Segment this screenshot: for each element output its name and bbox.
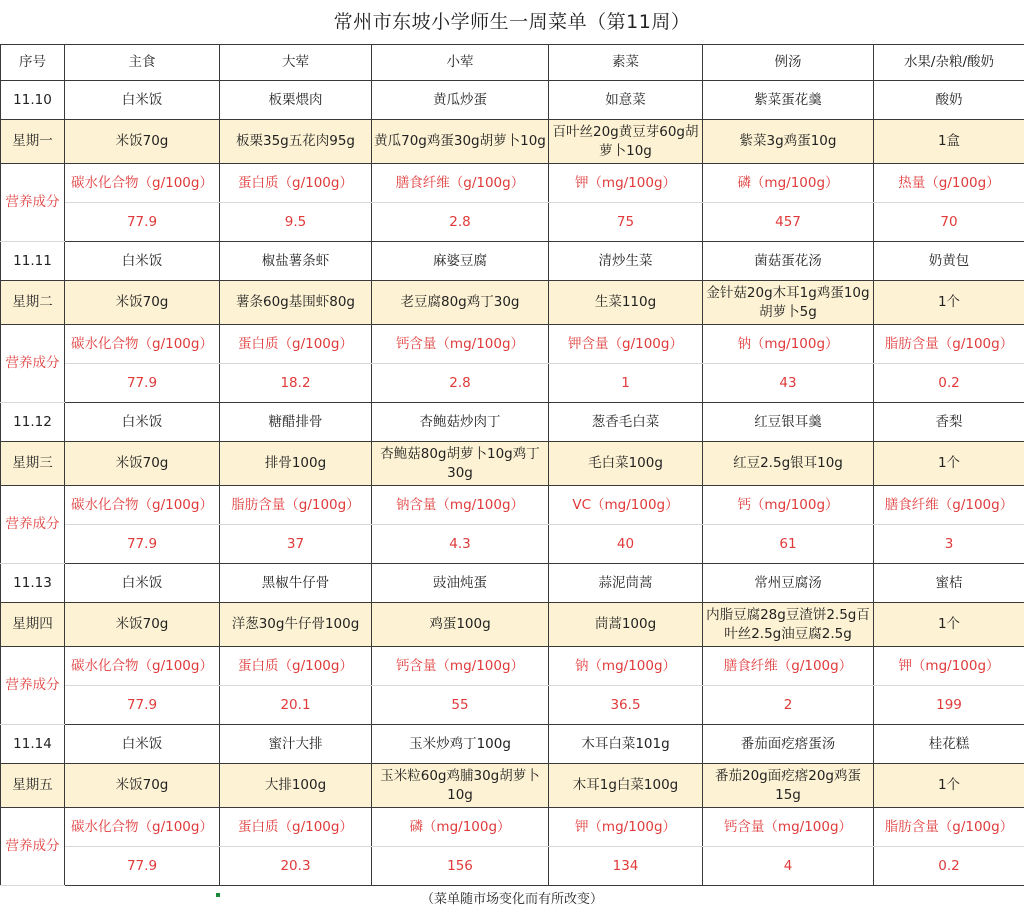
dish-row <box>1 725 1024 764</box>
column-header: 素菜 <box>549 45 703 81</box>
dish-name: 红豆银耳羹 <box>703 403 874 442</box>
ingredient-row <box>1 764 1024 808</box>
ingredient-amount: 金针菇20g木耳1g鸡蛋10g胡萝卜5g <box>703 281 874 325</box>
ingredient-amount: 黄瓜70g鸡蛋30g胡萝卜10g <box>372 120 549 164</box>
dish-name: 糖醋排骨 <box>220 403 372 442</box>
dish-name: 椒盐薯条虾 <box>220 242 372 281</box>
nutrient-value: 20.1 <box>220 686 372 725</box>
dish-name: 如意菜 <box>549 81 703 120</box>
nutrient-value: 36.5 <box>549 686 703 725</box>
nutrient-value: 77.9 <box>65 364 220 403</box>
nutrient-value: 43 <box>703 364 874 403</box>
column-header: 大荤 <box>220 45 372 81</box>
dish-row <box>1 81 1024 120</box>
nutrient-name: 钠（mg/100g） <box>549 647 703 686</box>
ingredient-amount: 茼蒿100g <box>549 603 703 647</box>
ingredient-amount: 毛白菜100g <box>549 442 703 486</box>
nutrient-name: 蛋白质（g/100g） <box>220 808 372 847</box>
nutrient-value: 55 <box>372 686 549 725</box>
nutrient-name: 蛋白质（g/100g） <box>220 647 372 686</box>
dish-name: 白米饭 <box>65 564 220 603</box>
ingredient-amount: 内脂豆腐28g豆渣饼2.5g百叶丝2.5g油豆腐2.5g <box>703 603 874 647</box>
ingredient-amount: 杏鲍菇80g胡萝卜10g鸡丁30g <box>372 442 549 486</box>
nutrient-name: 蛋白质（g/100g） <box>220 325 372 364</box>
nutrition-label: 营养成分 <box>1 647 65 725</box>
ingredient-row <box>1 603 1024 647</box>
ingredient-amount: 洋葱30g牛仔骨100g <box>220 603 372 647</box>
nutrient-value: 4 <box>703 847 874 886</box>
dish-name: 木耳白菜101g <box>549 725 703 764</box>
nutrition-label: 营养成分 <box>1 808 65 886</box>
ingredient-amount: 1个 <box>874 603 1024 647</box>
dish-name: 白米饭 <box>65 403 220 442</box>
page-title: 常州市东坡小学师生一周菜单（第11周） <box>333 11 691 33</box>
ingredient-row <box>1 281 1024 325</box>
nutrient-name: 钙（mg/100g） <box>703 486 874 525</box>
nutrient-value: 2 <box>703 686 874 725</box>
nutrient-name: 钾（mg/100g） <box>549 808 703 847</box>
weekday-cell: 星期五 <box>1 764 65 808</box>
nutrient-name: 脂肪含量（g/100g） <box>220 486 372 525</box>
nutrient-name: 磷（mg/100g） <box>703 164 874 203</box>
nutrient-value: 156 <box>372 847 549 886</box>
dish-name: 麻婆豆腐 <box>372 242 549 281</box>
ingredient-amount: 米饭70g <box>65 442 220 486</box>
nutrition-label: 营养成分 <box>1 486 65 564</box>
dish-row <box>1 564 1024 603</box>
dish-name: 番茄面疙瘩蛋汤 <box>703 725 874 764</box>
nutrient-value: 0.2 <box>874 847 1024 886</box>
nutrient-name: 钙含量（mg/100g） <box>703 808 874 847</box>
dish-name: 酸奶 <box>874 81 1024 120</box>
nutrient-name: 碳水化合物（g/100g） <box>65 647 220 686</box>
date-cell: 11.10 <box>1 81 65 120</box>
nutrient-name: 钾含量（g/100g） <box>549 325 703 364</box>
ingredient-amount: 生菜110g <box>549 281 703 325</box>
dish-name: 葱香毛白菜 <box>549 403 703 442</box>
weekly-menu-table <box>0 44 1024 886</box>
dish-name: 桂花糕 <box>874 725 1024 764</box>
ingredient-amount: 米饭70g <box>65 603 220 647</box>
dish-name: 白米饭 <box>65 725 220 764</box>
nutrient-value: 9.5 <box>220 203 372 242</box>
dish-name: 蜜汁大排 <box>220 725 372 764</box>
ingredient-amount: 米饭70g <box>65 120 220 164</box>
nutrient-name: 脂肪含量（g/100g） <box>874 325 1024 364</box>
nutrition-label: 营养成分 <box>1 164 65 242</box>
nutrient-name: 钙含量（mg/100g） <box>372 647 549 686</box>
weekday-cell: 星期二 <box>1 281 65 325</box>
nutrient-value: 61 <box>703 525 874 564</box>
nutrient-value: 70 <box>874 203 1024 242</box>
nutrient-value: 0.2 <box>874 364 1024 403</box>
nutrient-value: 2.8 <box>372 364 549 403</box>
ingredient-amount: 排骨100g <box>220 442 372 486</box>
ingredient-row <box>1 120 1024 164</box>
nutrient-name: 蛋白质（g/100g） <box>220 164 372 203</box>
nutrient-value: 77.9 <box>65 203 220 242</box>
nutrient-name: 钾（mg/100g） <box>874 647 1024 686</box>
nutrient-name: 膳食纤维（g/100g） <box>372 164 549 203</box>
date-cell: 11.11 <box>1 242 65 281</box>
nutrient-name: 膳食纤维（g/100g） <box>874 486 1024 525</box>
nutrient-name-row <box>1 325 1024 364</box>
dish-name: 蒜泥茼蒿 <box>549 564 703 603</box>
dish-name: 白米饭 <box>65 81 220 120</box>
nutrient-value: 20.3 <box>220 847 372 886</box>
nutrient-value: 77.9 <box>65 847 220 886</box>
nutrient-name: 钠（mg/100g） <box>703 325 874 364</box>
nutrient-value: 2.8 <box>372 203 549 242</box>
date-cell: 11.13 <box>1 564 65 603</box>
dish-row <box>1 403 1024 442</box>
ingredient-amount: 大排100g <box>220 764 372 808</box>
ingredient-amount: 板栗35g五花肉95g <box>220 120 372 164</box>
nutrient-name: 碳水化合物（g/100g） <box>65 325 220 364</box>
nutrient-value-row <box>1 847 1024 886</box>
nutrient-name-row <box>1 647 1024 686</box>
ingredient-amount: 玉米粒60g鸡脯30g胡萝卜10g <box>372 764 549 808</box>
dish-name: 杏鲍菇炒肉丁 <box>372 403 549 442</box>
column-header: 主食 <box>65 45 220 81</box>
dish-name: 板栗煨肉 <box>220 81 372 120</box>
nutrient-name: 碳水化合物（g/100g） <box>65 486 220 525</box>
ingredient-amount: 番茄20g面疙瘩20g鸡蛋15g <box>703 764 874 808</box>
nutrient-value: 18.2 <box>220 364 372 403</box>
ingredient-amount: 1个 <box>874 442 1024 486</box>
ingredient-amount: 1个 <box>874 281 1024 325</box>
nutrient-name: 钙含量（mg/100g） <box>372 325 549 364</box>
column-header: 例汤 <box>703 45 874 81</box>
ingredient-amount: 1个 <box>874 764 1024 808</box>
nutrient-value-row <box>1 364 1024 403</box>
footer-note: （菜单随市场变化而有所改变） <box>420 892 603 907</box>
nutrient-name: 磷（mg/100g） <box>372 808 549 847</box>
ingredient-amount: 老豆腐80g鸡丁30g <box>372 281 549 325</box>
column-header: 序号 <box>1 45 65 81</box>
nutrient-name: 脂肪含量（g/100g） <box>874 808 1024 847</box>
nutrient-name-row <box>1 486 1024 525</box>
nutrient-value: 40 <box>549 525 703 564</box>
dish-name: 紫菜蛋花羹 <box>703 81 874 120</box>
dish-name: 蜜桔 <box>874 564 1024 603</box>
ingredient-amount: 米饭70g <box>65 764 220 808</box>
dish-name: 常州豆腐汤 <box>703 564 874 603</box>
ingredient-amount: 红豆2.5g银耳10g <box>703 442 874 486</box>
nutrient-value: 134 <box>549 847 703 886</box>
nutrient-value-row <box>1 203 1024 242</box>
nutrient-name: 热量（g/100g） <box>874 164 1024 203</box>
nutrient-value: 77.9 <box>65 525 220 564</box>
nutrient-name: 钠含量（mg/100g） <box>372 486 549 525</box>
nutrient-value: 199 <box>874 686 1024 725</box>
nutrient-name: VC（mg/100g） <box>549 486 703 525</box>
date-cell: 11.12 <box>1 403 65 442</box>
nutrient-value: 4.3 <box>372 525 549 564</box>
nutrient-name: 碳水化合物（g/100g） <box>65 808 220 847</box>
dish-name: 黑椒牛仔骨 <box>220 564 372 603</box>
ingredient-amount: 1盒 <box>874 120 1024 164</box>
nutrient-name-row <box>1 164 1024 203</box>
dish-name: 黄瓜炒蛋 <box>372 81 549 120</box>
nutrient-value: 77.9 <box>65 686 220 725</box>
nutrient-value: 75 <box>549 203 703 242</box>
header-row <box>1 45 1024 81</box>
ingredient-amount: 紫菜3g鸡蛋10g <box>703 120 874 164</box>
dish-name: 白米饭 <box>65 242 220 281</box>
nutrition-label: 营养成分 <box>1 325 65 403</box>
weekday-cell: 星期一 <box>1 120 65 164</box>
dish-name: 奶黄包 <box>874 242 1024 281</box>
dish-name: 清炒生菜 <box>549 242 703 281</box>
nutrient-value-row <box>1 686 1024 725</box>
column-header: 水果/杂粮/酸奶 <box>874 45 1024 81</box>
dish-name: 菌菇蛋花汤 <box>703 242 874 281</box>
ingredient-amount: 米饭70g <box>65 281 220 325</box>
dish-name: 豉油炖蛋 <box>372 564 549 603</box>
nutrient-value: 37 <box>220 525 372 564</box>
weekday-cell: 星期四 <box>1 603 65 647</box>
ingredient-amount: 薯条60g基围虾80g <box>220 281 372 325</box>
nutrient-name: 碳水化合物（g/100g） <box>65 164 220 203</box>
ingredient-row <box>1 442 1024 486</box>
nutrient-value: 3 <box>874 525 1024 564</box>
ingredient-amount: 鸡蛋100g <box>372 603 549 647</box>
weekday-cell: 星期三 <box>1 442 65 486</box>
date-cell: 11.14 <box>1 725 65 764</box>
nutrient-value: 457 <box>703 203 874 242</box>
ingredient-amount: 木耳1g白菜100g <box>549 764 703 808</box>
dish-name: 玉米炒鸡丁100g <box>372 725 549 764</box>
column-header: 小荤 <box>372 45 549 81</box>
nutrient-name: 钾（mg/100g） <box>549 164 703 203</box>
dish-row <box>1 242 1024 281</box>
nutrient-value: 1 <box>549 364 703 403</box>
ingredient-amount: 百叶丝20g黄豆芽60g胡萝卜10g <box>549 120 703 164</box>
dish-name: 香梨 <box>874 403 1024 442</box>
nutrient-value-row <box>1 525 1024 564</box>
nutrient-name-row <box>1 808 1024 847</box>
nutrient-name: 膳食纤维（g/100g） <box>703 647 874 686</box>
